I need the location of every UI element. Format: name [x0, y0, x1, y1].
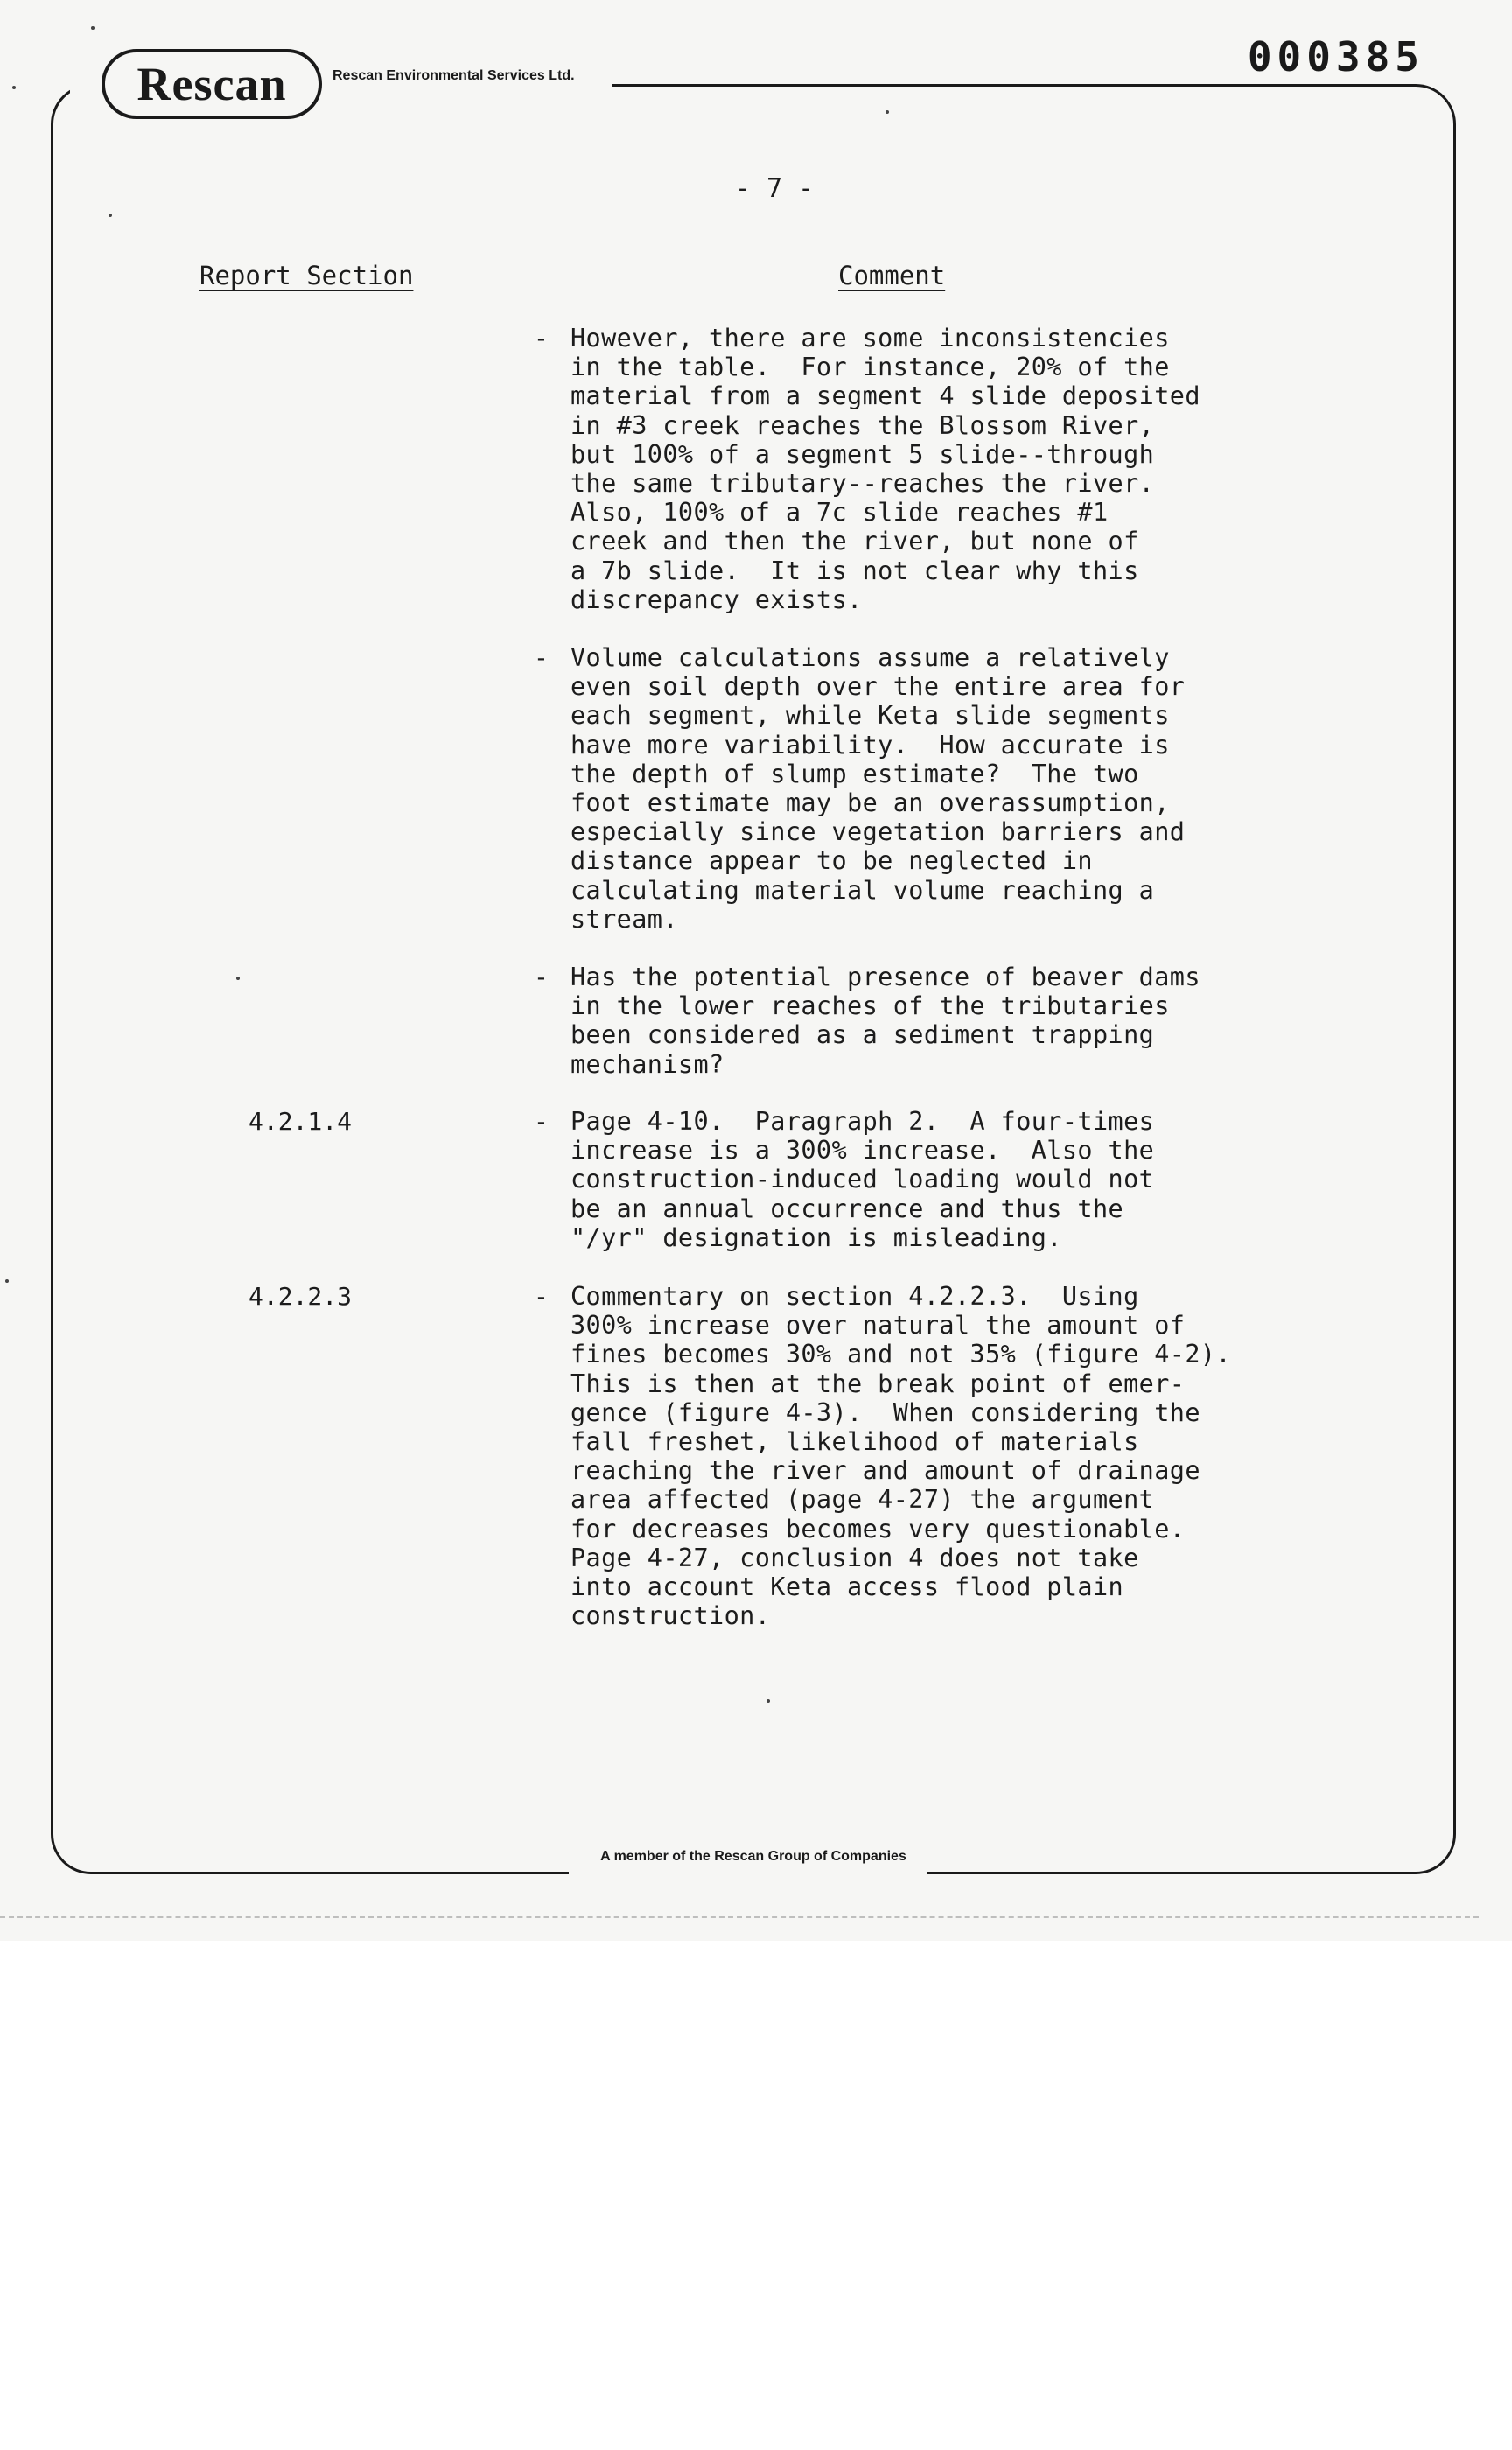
page-number: - 7 -: [734, 173, 815, 204]
column-header-report-section: Report Section: [200, 261, 414, 290]
comment-line: Also, 100% of a 7c slide reaches #1: [570, 498, 1109, 528]
comment-line: construction.: [570, 1601, 771, 1631]
comment-line: Commentary on section 4.2.2.3. Using: [570, 1282, 1139, 1311]
comment-text: [570, 962, 1200, 1079]
comment-line: been considered as a sediment trapping: [570, 1020, 1155, 1050]
footer-label: A member of the Rescan Group of Companies: [595, 1849, 912, 1864]
comment-line: for decreases becomes very questionable.: [570, 1514, 1186, 1544]
comment-line: in the lower reaches of the tributaries: [570, 991, 1170, 1021]
comment-line: each segment, while Keta slide segments: [570, 701, 1170, 731]
comment-text: [570, 643, 1185, 934]
scan-speck: [91, 26, 94, 30]
comment-line: even soil depth over the entire area for: [570, 672, 1186, 702]
comment-line: calculating material volume reaching a: [570, 875, 1155, 905]
bullet-dash: -: [534, 962, 549, 991]
bullet-dash: -: [534, 1107, 549, 1136]
scan-speck: [886, 110, 889, 114]
comment-line: stream.: [570, 904, 678, 934]
comment-text: [570, 1282, 1231, 1630]
comment-line: fall freshet, likelihood of materials: [570, 1427, 1139, 1457]
logo-text: Rescan: [136, 58, 287, 110]
comment-line: into account Keta access flood plain: [570, 1572, 1124, 1602]
comment-line: This is then at the break point of emer-: [570, 1368, 1186, 1398]
comment-line: However, there are some inconsistencies: [570, 324, 1170, 353]
bullet-dash: -: [534, 324, 549, 353]
report-section-ref: 4.2.1.4: [248, 1107, 353, 1136]
comment-line: a 7b slide. It is not clear why this: [570, 556, 1139, 585]
comment-line: be an annual occurrence and thus the: [570, 1194, 1124, 1223]
company-name: Rescan Environmental Services Ltd.: [332, 68, 580, 84]
bullet-dash: -: [534, 643, 549, 672]
comment-line: increase is a 300% increase. Also the: [570, 1136, 1155, 1166]
comment-line: fines becomes 30% and not 35% (figure 4-2).: [570, 1340, 1232, 1369]
comment-line: gence (figure 4-3). When considering the: [570, 1397, 1200, 1427]
document-number: 000385: [1247, 33, 1424, 80]
comment-line: area affected (page 4-27) the argument: [570, 1485, 1155, 1515]
scan-speck: [108, 214, 112, 217]
comment-line: Volume calculations assume a relatively: [570, 643, 1170, 672]
scan-edge-line: [0, 1916, 1479, 1922]
column-header-comment: Comment: [838, 261, 946, 290]
report-section-ref: 4.2.2.3: [248, 1282, 353, 1311]
comment-line: creek and then the river, but none of: [570, 527, 1139, 556]
comment-line: 300% increase over natural the amount of: [570, 1311, 1186, 1340]
comment-line: have more variability. How accurate is: [570, 730, 1170, 760]
comment-text: [570, 324, 1200, 614]
scan-speck: [5, 1279, 9, 1283]
comment-line: especially since vegetation barriers and: [570, 817, 1186, 847]
comment-line: but 100% of a segment 5 slide--through: [570, 439, 1155, 469]
scan-speck: [236, 976, 240, 980]
comment-line: reaching the river and amount of drainage: [570, 1456, 1200, 1486]
comment-line: Has the potential presence of beaver dams: [570, 962, 1200, 991]
footer-text: [0, 1849, 1507, 1865]
comment-line: Page 4-10. Paragraph 2. A four-times: [570, 1107, 1155, 1136]
comment-line: mechanism?: [570, 1049, 724, 1079]
comment-line: Page 4-27, conclusion 4 does not take: [570, 1543, 1139, 1572]
comment-line: in the table. For instance, 20% of the: [570, 353, 1170, 382]
scan-speck: [12, 86, 16, 89]
comment-line: the depth of slump estimate? The two: [570, 759, 1139, 788]
bullet-dash: -: [534, 1282, 549, 1311]
comment-text: [570, 1107, 1154, 1252]
scan-speck: [766, 1699, 770, 1703]
comment-line: distance appear to be neglected in: [570, 846, 1093, 876]
comment-line: discrepancy exists.: [570, 584, 863, 614]
comment-line: construction-induced loading would not: [570, 1165, 1155, 1194]
comment-line: "/yr" designation is misleading.: [570, 1222, 1062, 1252]
comment-line: in #3 creek reaches the Blossom River,: [570, 410, 1155, 440]
rescan-logo: [102, 49, 322, 119]
comment-line: foot estimate may be an overassumption,: [570, 788, 1170, 818]
comment-line: material from a segment 4 slide deposited: [570, 382, 1200, 411]
comment-line: the same tributary--reaches the river.: [570, 469, 1155, 499]
